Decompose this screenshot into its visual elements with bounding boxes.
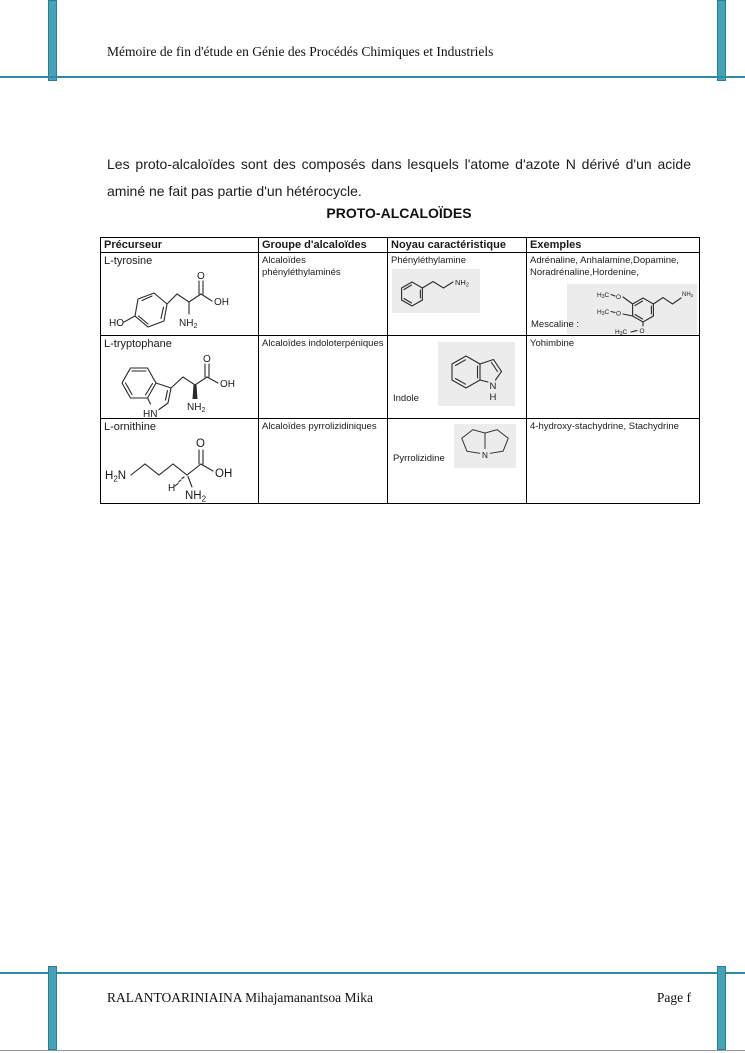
group-text: Alcaloïdes pyrrolizidiniques xyxy=(262,421,377,432)
pyrrolizidine-caption: Pyrrolizidine xyxy=(393,453,445,464)
svg-text:HN: HN xyxy=(143,409,158,420)
header-accent-bar-left xyxy=(48,0,57,81)
intro-paragraph: Les proto-alcaloïdes sont des composés dans lesquels l'atome d'azote N dérivé d'un acide aminé ne fait pas partie d'un hétérocycle. xyxy=(107,156,691,199)
svg-text:H: H xyxy=(168,483,176,494)
pyrrolizidine-structure-image xyxy=(454,424,516,468)
svg-text:NH2: $NH_2$ xyxy=(187,402,206,414)
svg-text:H: H xyxy=(489,392,497,403)
precursor-name: L-tryptophane xyxy=(104,338,172,350)
column-header-precurseur: Précurseur xyxy=(101,238,259,253)
table-row xyxy=(101,253,700,336)
svg-text:OH: OH xyxy=(214,297,229,308)
footer-accent-bar-right xyxy=(717,966,726,1050)
table-header-row xyxy=(101,238,700,253)
examples-text: Adrénaline, Anhalamine,Dopamine, Noradrénaline,Hordenine, xyxy=(530,255,679,278)
cell-groupe-phenylethylamines xyxy=(259,253,388,336)
svg-text:H3C: H3C xyxy=(597,292,610,301)
cell-exemples-tryptophane xyxy=(527,336,700,419)
ornithine-structure-image xyxy=(103,431,255,503)
svg-text:N: N xyxy=(489,381,497,392)
svg-text:O: O xyxy=(196,438,205,450)
svg-text:H3C: H3C xyxy=(615,329,628,338)
footer-rule xyxy=(0,972,745,974)
footer xyxy=(107,990,691,1006)
examples-text: Yohimbine xyxy=(530,338,575,349)
svg-text:O: O xyxy=(616,294,622,301)
svg-text:NH2: $NH_2$ xyxy=(185,490,207,504)
svg-text:O: O xyxy=(639,328,645,335)
precursor-name: L-ornithine xyxy=(104,421,156,433)
table-row xyxy=(101,336,700,419)
header-rule xyxy=(0,76,745,78)
cell-groupe-pyrrolizidiniques xyxy=(259,419,388,504)
group-text: Alcaloïdes indoloterpéniques xyxy=(262,338,384,349)
cell-noyau-phenylethylamine xyxy=(388,253,527,336)
cell-exemples-ornithine xyxy=(527,419,700,504)
cell-precurseur-tryptophane xyxy=(101,336,259,419)
svg-text:H3C: H3C xyxy=(597,309,610,318)
nucleus-label: Phényléthylamine xyxy=(391,255,466,266)
svg-text:N: N xyxy=(481,451,488,461)
mescaline-structure-image xyxy=(567,284,697,338)
table-row xyxy=(101,419,700,504)
svg-text:OH: OH xyxy=(220,379,235,390)
indole-structure-image xyxy=(438,342,515,406)
svg-text:O: O xyxy=(197,271,205,282)
svg-text:NH2: NH2 xyxy=(682,292,694,299)
indole-caption: Indole xyxy=(393,393,419,404)
cell-noyau-indole xyxy=(388,336,527,419)
precursor-name: L-tyrosine xyxy=(104,255,153,267)
footer-accent-bar-left xyxy=(48,966,57,1050)
proto-alkaloids-table xyxy=(100,237,700,504)
svg-text:OH: OH xyxy=(215,468,233,480)
cell-exemples-tyrosine xyxy=(527,253,700,336)
section-title: PROTO-ALCALOÏDES xyxy=(326,205,472,221)
svg-text:NH2: $NH_2$ xyxy=(455,278,469,289)
page-bottom-edge-line xyxy=(0,1050,745,1051)
tyrosine-structure-image xyxy=(107,270,247,334)
tryptophane-structure-image xyxy=(107,349,255,419)
cell-precurseur-tyrosine xyxy=(101,253,259,336)
cell-groupe-indoloterpeniques xyxy=(259,336,388,419)
mescaline-caption: Mescaline : xyxy=(531,319,580,330)
header-title: Mémoire de fin d'étude en Génie des Procédés Chimiques et Industriels xyxy=(107,44,494,59)
column-header-groupe: Groupe d'alcaloïdes xyxy=(259,238,388,253)
header-accent-bar-right xyxy=(717,0,726,81)
svg-text:NH2: $NH_2$ xyxy=(179,318,198,330)
svg-text:H2N: $H_2N$ xyxy=(105,470,127,484)
column-header-noyau: Noyau caractéristique xyxy=(388,238,527,253)
group-text: Alcaloïdes phényléthylaminés xyxy=(262,255,341,278)
footer-author: RALANTOARINIAINA Mihajamanantsoa Mika xyxy=(107,990,373,1005)
footer-page-number: Page f xyxy=(656,990,691,1005)
examples-text: 4-hydroxy-stachydrine, Stachydrine xyxy=(530,421,679,432)
svg-text:O: O xyxy=(203,354,211,365)
phenylethylamine-structure-image xyxy=(392,269,480,313)
cell-precurseur-ornithine xyxy=(101,419,259,504)
svg-text:HO: HO xyxy=(109,318,124,329)
column-header-exemples: Exemples xyxy=(527,238,700,253)
svg-text:O: O xyxy=(616,310,622,318)
cell-noyau-pyrrolizidine xyxy=(388,419,527,504)
